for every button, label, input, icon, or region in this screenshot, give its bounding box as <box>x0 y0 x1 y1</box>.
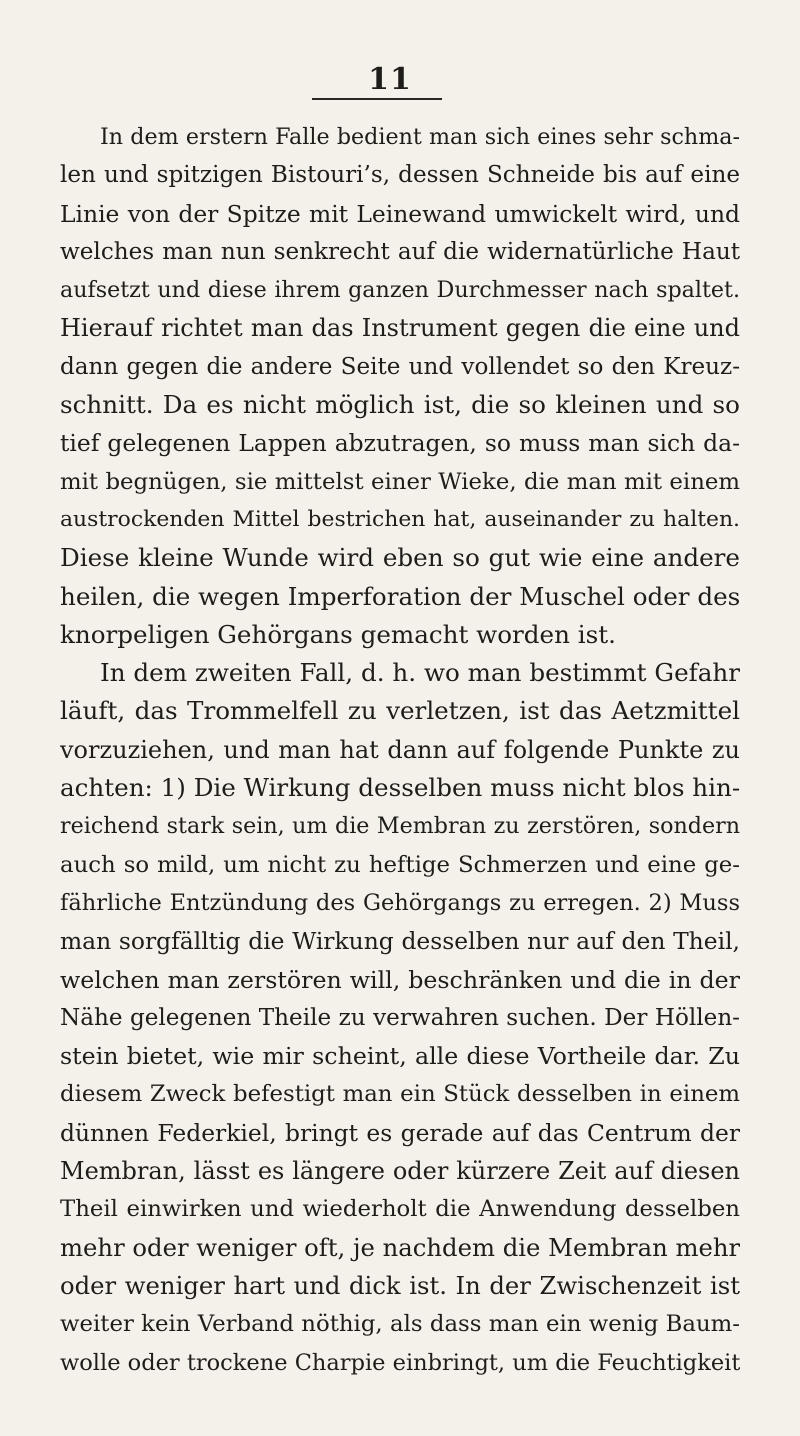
text-line: Theil einwirken und wiederholt die Anwendung desselben <box>60 1196 740 1223</box>
text-line: Linie von der Spitze mit Leinewand umwickelt wird, und <box>60 199 740 228</box>
text-line: austrockenden Mittel bestrichen hat, auseinander zu halten. <box>60 506 740 532</box>
text-line: In dem erstern Falle bedient man sich eines sehr schma- <box>100 124 740 150</box>
page-number: 11 <box>368 62 412 97</box>
text-line: In dem zweiten Fall, d. h. wo man bestimmt Gefahr <box>100 658 740 688</box>
header-rule <box>312 98 442 100</box>
text-line: auch so mild, um nicht zu heftige Schmerzen und eine ge- <box>60 851 740 878</box>
text-line: wolle oder trockene Charpie einbringt, um die Feuchtigkeit <box>60 1349 740 1376</box>
text-line: läuft, das Trommelfell zu verletzen, ist das Aetzmittel <box>60 696 740 726</box>
body-text <box>60 118 740 1382</box>
text-line: Nähe gelegenen Theile zu verwahren suchen. Der Höllen- <box>60 1004 740 1031</box>
text-line: Membran, lässt es längere oder kürzere Zeit auf diesen <box>60 1157 740 1186</box>
text-line: Hierauf richtet man das Instrument gegen die eine und <box>60 314 740 343</box>
text-line: reichend stark sein, um die Membran zu zerstören, sondern <box>60 813 740 840</box>
text-line: heilen, die wegen Imperforation der Muschel oder des <box>60 581 740 611</box>
text-line: welches man nun senkrecht auf die widernatürliche Haut <box>60 238 740 265</box>
text-line: tief gelegenen Lappen abzutragen, so muss man sich da- <box>60 429 740 458</box>
text-line: knorpeligen Gehörgans gemacht worden ist. <box>60 619 616 649</box>
text-line: Diese kleine Wunde wird eben so gut wie eine andere <box>60 543 740 573</box>
text-line: man sorgfälltig die Wirkung desselben nur auf den Theil, <box>60 927 740 956</box>
text-line: mit begnügen, sie mittelst einer Wieke, die man mit einem <box>60 468 740 495</box>
text-line: dann gegen die andere Seite und vollendet so den Kreuz- <box>60 353 740 380</box>
text-line: len und spitzigen Bistouri’s, dessen Schneide bis auf eine <box>60 162 740 189</box>
text-line: diesem Zweck befestigt man ein Stück desselben in einem <box>60 1081 740 1108</box>
text-line: weiter kein Verband nöthig, als dass man ein wenig Baum- <box>60 1311 740 1338</box>
text-line: dünnen Federkiel, bringt es gerade auf das Centrum der <box>60 1118 740 1147</box>
text-line: aufsetzt und diese ihrem ganzen Durchmesser nach spaltet. <box>60 277 740 304</box>
text-line: achten: 1) Die Wirkung desselben muss nicht blos hin- <box>60 773 740 803</box>
text-line: vorzuziehen, und man hat dann auf folgende Punkte zu <box>60 735 740 764</box>
text-line: welchen man zerstören will, beschränken und die in der <box>60 965 740 994</box>
text-line: schnitt. Da es nicht möglich ist, die so kleinen und so <box>60 390 740 420</box>
text-line: oder weniger hart und dick ist. In der Zwischenzeit ist <box>60 1270 740 1300</box>
text-line: mehr oder weniger oft, je nachdem die Membran mehr <box>60 1232 740 1262</box>
text-line: stein bietet, wie mir scheint, alle diese Vortheile dar. Zu <box>60 1042 740 1071</box>
text-line: fährliche Entzündung des Gehörgangs zu erregen. 2) Muss <box>60 889 740 916</box>
